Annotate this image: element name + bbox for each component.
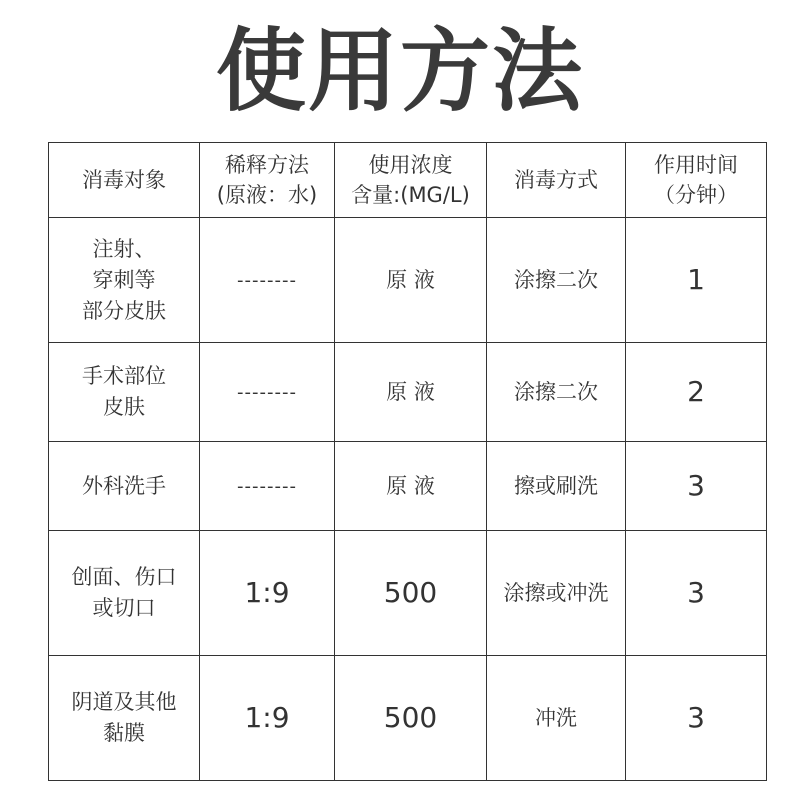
usage-table [48, 142, 767, 781]
cell-duration: 3 [626, 442, 767, 531]
cell-target: 创面、伤口 或切口 [49, 531, 200, 656]
cell-concentration: 原 液 [335, 343, 487, 442]
cell-duration: 3 [626, 656, 767, 781]
cell-concentration: 500 [335, 656, 487, 781]
cell-dilution: 1:9 [200, 531, 335, 656]
table-row [49, 531, 767, 656]
header-dilution: 稀释方法 (原液：水) [200, 143, 335, 218]
table-row [49, 656, 767, 781]
cell-target: 外科洗手 [49, 442, 200, 531]
cell-dilution: -------- [200, 343, 335, 442]
cell-method: 涂擦二次 [487, 218, 626, 343]
table-row [49, 218, 767, 343]
header-target: 消毒对象 [49, 143, 200, 218]
cell-dilution: -------- [200, 218, 335, 343]
page-title: 使用方法 [216, 19, 584, 124]
header-duration: 作用时间 （分钟） [626, 143, 767, 218]
table-header-row [49, 143, 767, 218]
table-row [49, 442, 767, 531]
table-row [49, 343, 767, 442]
cell-duration: 2 [626, 343, 767, 442]
cell-method: 擦或刷洗 [487, 442, 626, 531]
cell-duration: 1 [626, 218, 767, 343]
cell-dilution: 1:9 [200, 656, 335, 781]
cell-method: 涂擦二次 [487, 343, 626, 442]
cell-method: 冲洗 [487, 656, 626, 781]
header-method: 消毒方式 [487, 143, 626, 218]
cell-concentration: 500 [335, 531, 487, 656]
cell-duration: 3 [626, 531, 767, 656]
cell-target: 手术部位 皮肤 [49, 343, 200, 442]
header-concentration: 使用浓度 含量:(MG/L) [335, 143, 487, 218]
cell-concentration: 原 液 [335, 218, 487, 343]
cell-concentration: 原 液 [335, 442, 487, 531]
cell-target: 注射、 穿刺等 部分皮肤 [49, 218, 200, 343]
cell-method: 涂擦或冲洗 [487, 531, 626, 656]
cell-dilution: -------- [200, 442, 335, 531]
cell-target: 阴道及其他 黏膜 [49, 656, 200, 781]
